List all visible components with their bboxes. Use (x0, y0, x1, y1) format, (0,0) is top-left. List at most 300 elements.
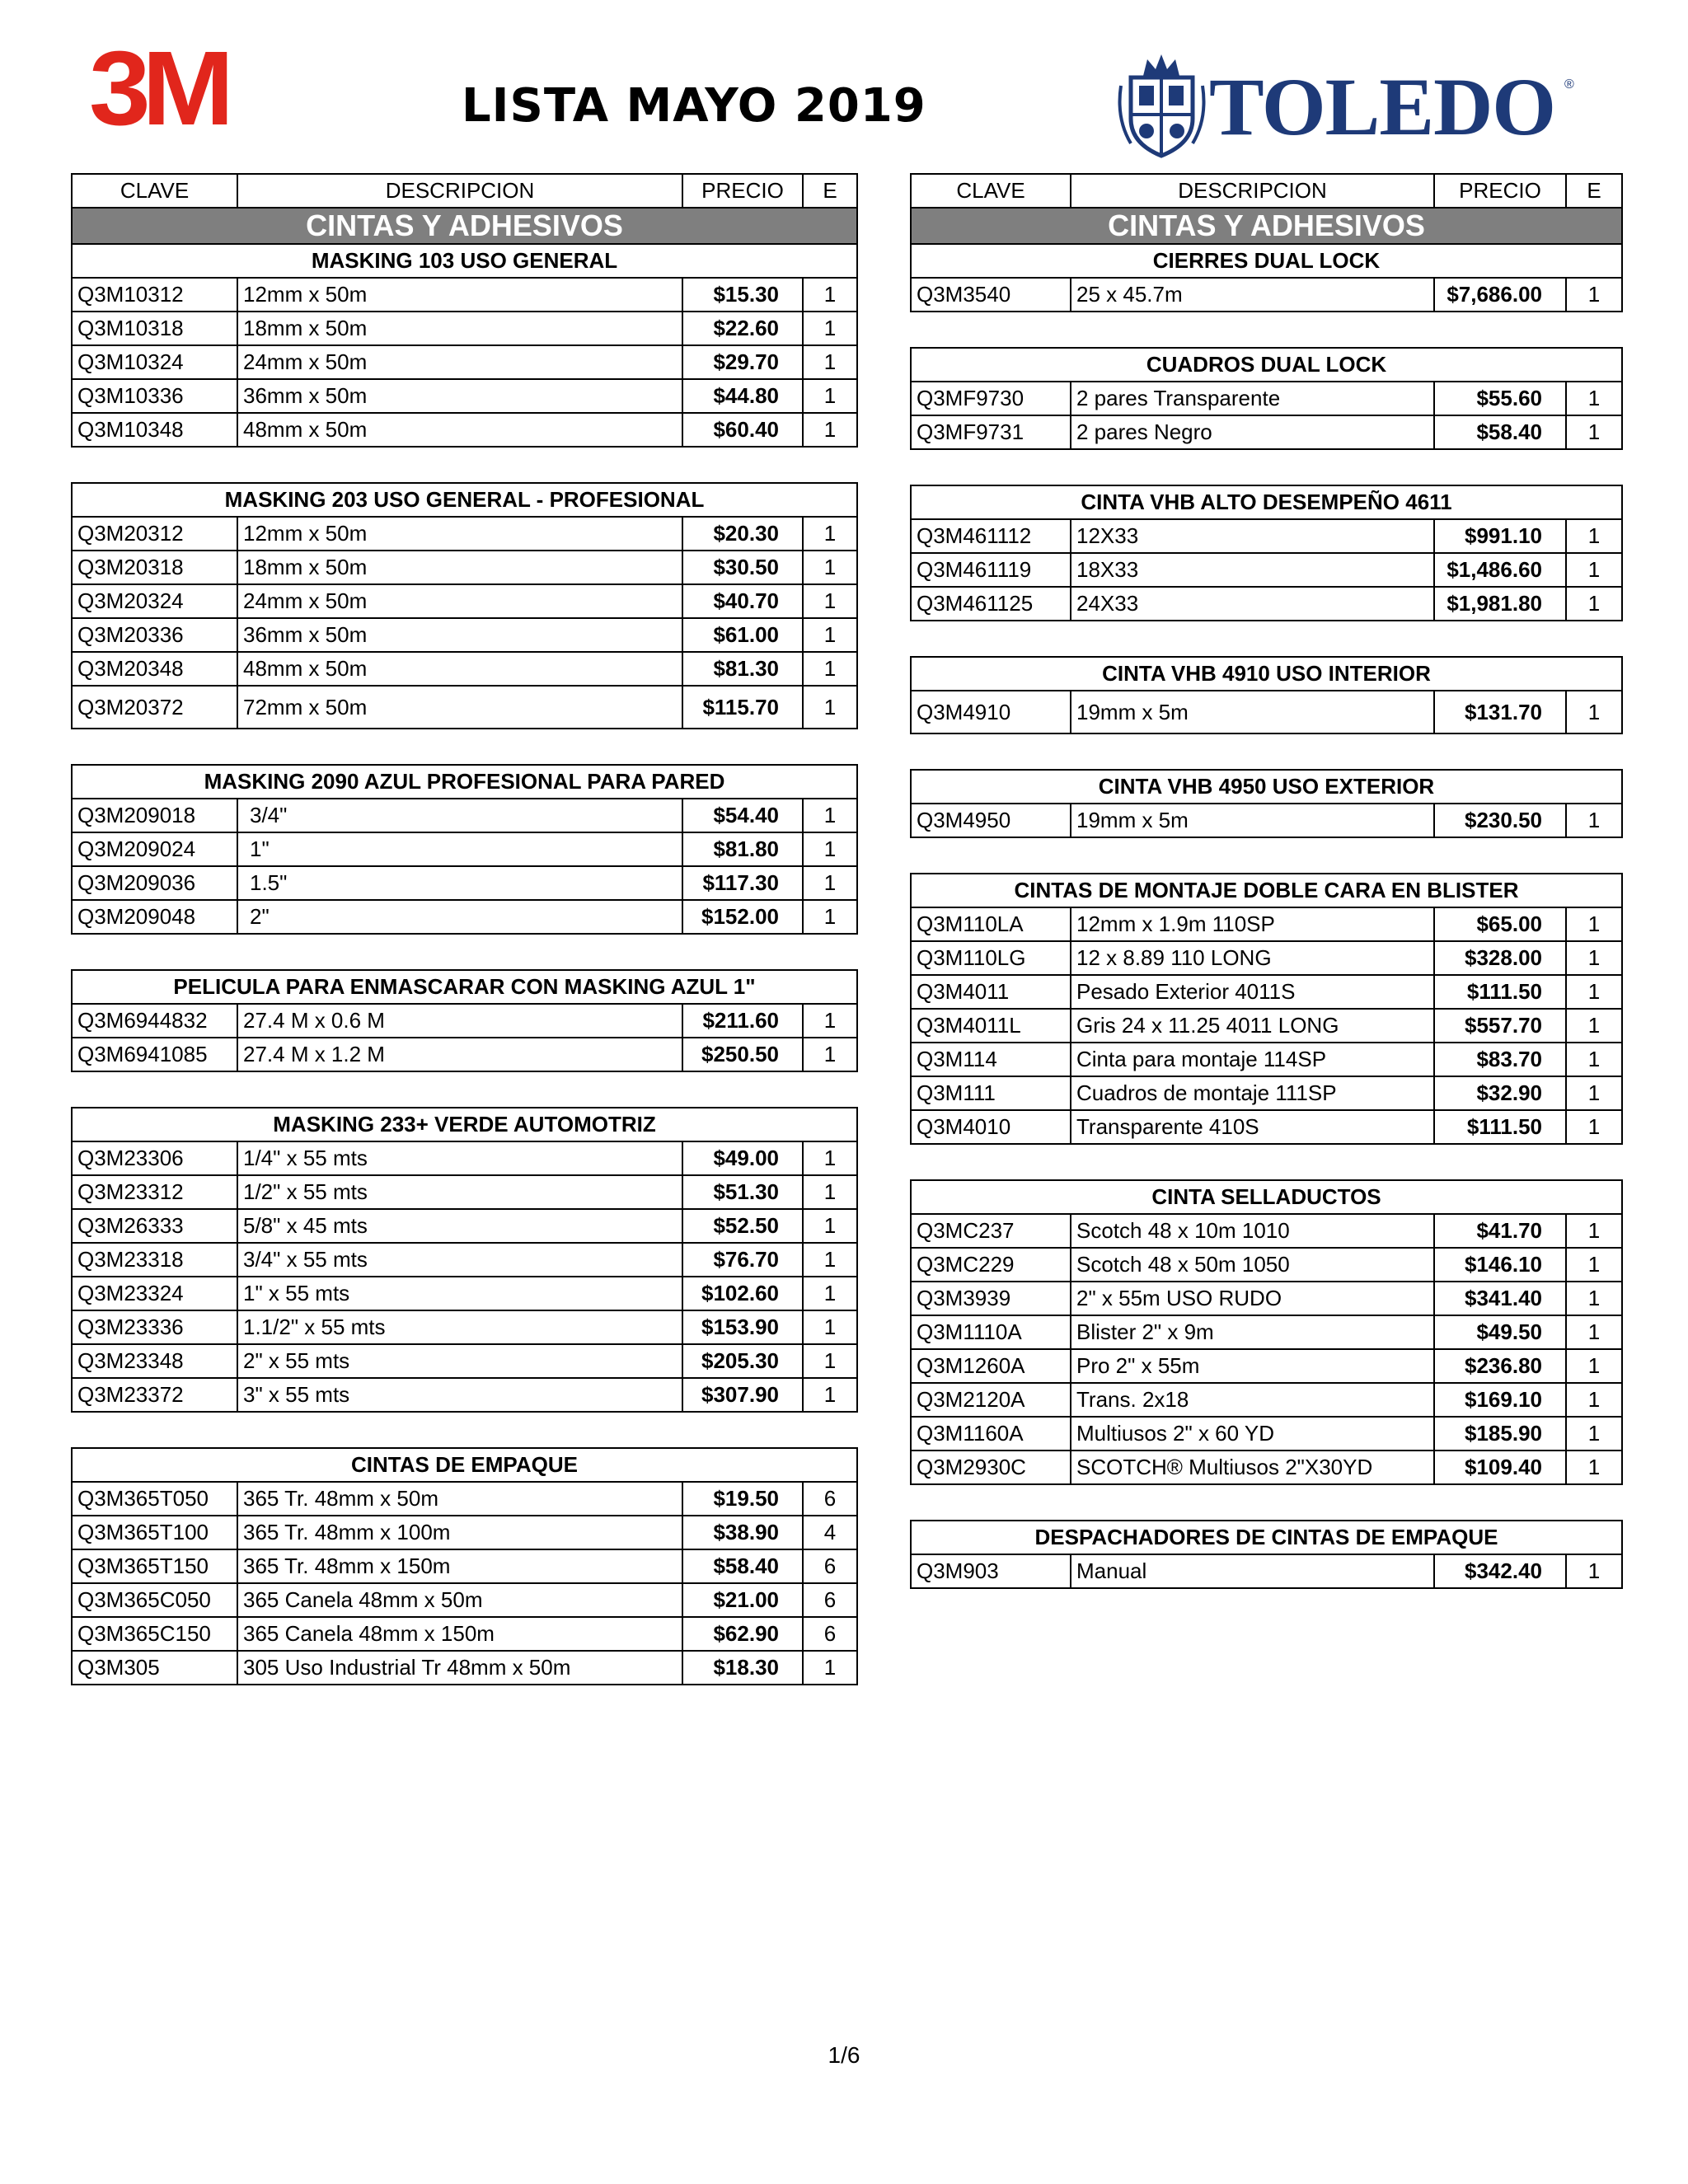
cell-e: 1 (1566, 1248, 1622, 1282)
cell-descripcion: 24mm x 50m (237, 584, 682, 618)
cell-descripcion: 27.4 M x 0.6 M (237, 1004, 682, 1038)
cell-clave: Q3M10312 (72, 278, 237, 312)
section-title: DESPACHADORES DE CINTAS DE EMPAQUE (911, 1521, 1622, 1554)
cell-precio: $60.40 (682, 413, 803, 447)
cell-clave: Q3M23348 (72, 1344, 237, 1378)
header-clave: CLAVE (911, 174, 1071, 208)
cell-e: 1 (1566, 1349, 1622, 1383)
cell-clave: Q3M4950 (911, 804, 1071, 837)
section-title: CINTAS DE MONTAJE DOBLE CARA EN BLISTER (911, 874, 1622, 907)
cell-descripcion: Cinta para montaje 114SP (1071, 1043, 1434, 1076)
table-row (72, 413, 857, 447)
cell-descripcion: 5/8" x 45 mts (237, 1209, 682, 1243)
cell-descripcion: Multiusos 2" x 60 YD (1071, 1417, 1434, 1451)
table-row (911, 941, 1622, 975)
cell-descripcion: 48mm x 50m (237, 413, 682, 447)
cell-e: 1 (803, 1175, 857, 1209)
cell-clave: Q3M23372 (72, 1378, 237, 1412)
cell-precio: $61.00 (682, 618, 803, 652)
table-row (72, 652, 857, 686)
cell-precio: $341.40 (1434, 1282, 1566, 1315)
table-row (72, 618, 857, 652)
cell-clave: Q3M365C150 (72, 1617, 237, 1651)
category-banner: CINTAS Y ADHESIVOS (911, 208, 1622, 244)
cell-descripcion: 365 Tr. 48mm x 150m (237, 1549, 682, 1583)
cell-descripcion: 18mm x 50m (237, 551, 682, 584)
cell-precio: $115.70 (682, 686, 803, 729)
section-header (72, 1448, 857, 1482)
cell-descripcion: 365 Canela 48mm x 50m (237, 1583, 682, 1617)
cell-e: 1 (803, 1378, 857, 1412)
cell-clave: Q3M2120A (911, 1383, 1071, 1417)
table-row (72, 1651, 857, 1685)
cell-e: 1 (803, 900, 857, 934)
cell-clave: Q3M20324 (72, 584, 237, 618)
section-title: CINTA VHB ALTO DESEMPEÑO 4611 (911, 485, 1622, 519)
cell-clave: Q3M20312 (72, 517, 237, 551)
cell-precio: $20.30 (682, 517, 803, 551)
cell-clave: Q3M6941085 (72, 1038, 237, 1071)
cell-precio: $40.70 (682, 584, 803, 618)
cell-e: 1 (1566, 519, 1622, 553)
header-precio: PRECIO (682, 174, 803, 208)
section-title: PELICULA PARA ENMASCARAR CON MASKING AZUL 1" (72, 970, 857, 1004)
cell-e: 1 (1566, 1214, 1622, 1248)
cell-e: 1 (1566, 415, 1622, 449)
cell-descripcion: 2" x 55 mts (237, 1344, 682, 1378)
cell-clave: Q3M1160A (911, 1417, 1071, 1451)
table-row (72, 584, 857, 618)
cell-clave: Q3M461112 (911, 519, 1071, 553)
cell-descripcion: Transparente 410S (1071, 1110, 1434, 1144)
cell-descripcion: 19mm x 5m (1071, 804, 1434, 837)
section-header (72, 1108, 857, 1141)
cell-clave: Q3M209036 (72, 866, 237, 900)
section-title: MASKING 203 USO GENERAL - PROFESIONAL (72, 483, 857, 517)
cell-clave: Q3M305 (72, 1651, 237, 1685)
table-row (72, 379, 857, 413)
table-row (911, 1417, 1622, 1451)
cell-e: 1 (803, 1038, 857, 1071)
logo-3m: 3M (89, 30, 226, 148)
cell-descripcion: 12mm x 50m (237, 278, 682, 312)
cell-descripcion: 12X33 (1071, 519, 1434, 553)
category-banner: CINTAS Y ADHESIVOS (72, 208, 857, 244)
column-headers (911, 174, 1622, 208)
table-row (72, 1378, 857, 1412)
cell-precio: $7,686.00 (1434, 278, 1566, 312)
table-row (72, 832, 857, 866)
table-row (911, 1383, 1622, 1417)
cell-clave: Q3M4011L (911, 1009, 1071, 1043)
table-row (911, 1214, 1622, 1248)
cell-descripcion: Gris 24 x 11.25 4011 LONG (1071, 1009, 1434, 1043)
cell-precio: $342.40 (1434, 1554, 1566, 1588)
cell-clave: Q3M365T100 (72, 1516, 237, 1549)
cell-precio: $22.60 (682, 312, 803, 345)
cell-descripcion: Scotch 48 x 10m 1010 (1071, 1214, 1434, 1248)
cell-precio: $81.30 (682, 652, 803, 686)
cell-descripcion: 18X33 (1071, 553, 1434, 587)
header-e: E (803, 174, 857, 208)
table-row (72, 1549, 857, 1583)
cell-precio: $65.00 (1434, 907, 1566, 941)
cell-descripcion: 2" x 55m USO RUDO (1071, 1282, 1434, 1315)
cell-e: 1 (803, 345, 857, 379)
cell-precio: $102.60 (682, 1277, 803, 1310)
table-row (72, 799, 857, 832)
cell-precio: $18.30 (682, 1651, 803, 1685)
section-title: CUADROS DUAL LOCK (911, 348, 1622, 382)
table-row (911, 804, 1622, 837)
table-row (911, 1110, 1622, 1144)
cell-clave: Q3M209018 (72, 799, 237, 832)
table-row (911, 1282, 1622, 1315)
cell-descripcion: 1/2" x 55 mts (237, 1175, 682, 1209)
cell-descripcion: SCOTCH® Multiusos 2"X30YD (1071, 1451, 1434, 1484)
cell-precio: $1,981.80 (1434, 587, 1566, 621)
table-row (72, 686, 857, 729)
cell-e: 1 (1566, 907, 1622, 941)
table-row (911, 415, 1622, 449)
cell-precio: $146.10 (1434, 1248, 1566, 1282)
cell-precio: $44.80 (682, 379, 803, 413)
cell-e: 1 (803, 584, 857, 618)
section-spacer (911, 621, 1622, 657)
cell-e: 1 (803, 1004, 857, 1038)
cell-e: 1 (1566, 1076, 1622, 1110)
section-header (911, 1521, 1622, 1554)
section-title: CIERRES DUAL LOCK (911, 244, 1622, 278)
table-row (72, 1209, 857, 1243)
cell-clave: Q3M3540 (911, 278, 1071, 312)
section-spacer (72, 934, 857, 970)
cell-e: 1 (803, 618, 857, 652)
table-row (911, 1009, 1622, 1043)
cell-precio: $109.40 (1434, 1451, 1566, 1484)
table-row (911, 907, 1622, 941)
cell-descripcion: 365 Tr. 48mm x 100m (237, 1516, 682, 1549)
cell-precio: $557.70 (1434, 1009, 1566, 1043)
cell-precio: $81.80 (682, 832, 803, 866)
section-header (72, 244, 857, 278)
cell-descripcion: Trans. 2x18 (1071, 1383, 1434, 1417)
cell-e: 1 (1566, 1315, 1622, 1349)
cell-clave: Q3M4910 (911, 691, 1071, 733)
cell-precio: $131.70 (1434, 691, 1566, 733)
cell-clave: Q3M114 (911, 1043, 1071, 1076)
cell-descripcion: Scotch 48 x 50m 1050 (1071, 1248, 1434, 1282)
cell-precio: $55.60 (1434, 382, 1566, 415)
section-title: CINTA VHB 4950 USO EXTERIOR (911, 770, 1622, 804)
cell-descripcion: 3" x 55 mts (237, 1378, 682, 1412)
cell-e: 1 (803, 379, 857, 413)
cell-descripcion: 1.1/2" x 55 mts (237, 1310, 682, 1344)
cell-descripcion: 27.4 M x 1.2 M (237, 1038, 682, 1071)
cell-precio: $21.00 (682, 1583, 803, 1617)
section-spacer (72, 447, 857, 483)
section-title: CINTAS DE EMPAQUE (72, 1448, 857, 1482)
table-row (911, 587, 1622, 621)
table-row (72, 1277, 857, 1310)
cell-precio: $49.00 (682, 1141, 803, 1175)
table-row (72, 1344, 857, 1378)
cell-precio: $32.90 (1434, 1076, 1566, 1110)
cell-clave: Q3M10318 (72, 312, 237, 345)
cell-precio: $58.40 (1434, 415, 1566, 449)
cell-clave: Q3M111 (911, 1076, 1071, 1110)
cell-precio: $1,486.60 (1434, 553, 1566, 587)
cell-precio: $153.90 (682, 1310, 803, 1344)
cell-precio: $41.70 (1434, 1214, 1566, 1248)
cell-e: 1 (803, 1277, 857, 1310)
cell-precio: $211.60 (682, 1004, 803, 1038)
cell-clave: Q3MF9731 (911, 415, 1071, 449)
table-row (911, 1451, 1622, 1484)
section-title: CINTA SELLADUCTOS (911, 1180, 1622, 1214)
table-row (911, 382, 1622, 415)
registered-mark: ® (1564, 77, 1574, 91)
table-row (72, 345, 857, 379)
cell-precio: $30.50 (682, 551, 803, 584)
logo-toledo (1114, 53, 1576, 160)
cell-clave: Q3M10336 (72, 379, 237, 413)
cell-precio: $328.00 (1434, 941, 1566, 975)
cell-clave: Q3M209024 (72, 832, 237, 866)
cell-clave: Q3M23324 (72, 1277, 237, 1310)
cell-precio: $83.70 (1434, 1043, 1566, 1076)
cell-clave: Q3M23336 (72, 1310, 237, 1344)
cell-clave: Q3M23312 (72, 1175, 237, 1209)
cell-descripcion: 24mm x 50m (237, 345, 682, 379)
header-descripcion: DESCRIPCION (237, 174, 682, 208)
section-spacer (911, 733, 1622, 770)
cell-descripcion: 36mm x 50m (237, 379, 682, 413)
cell-clave: Q3M23306 (72, 1141, 237, 1175)
section-spacer (72, 1412, 857, 1448)
cell-precio: $19.50 (682, 1482, 803, 1516)
cell-e: 1 (803, 1310, 857, 1344)
cell-e: 1 (803, 1141, 857, 1175)
cell-e: 1 (803, 278, 857, 312)
cell-e: 1 (1566, 278, 1622, 312)
cell-precio: $205.30 (682, 1344, 803, 1378)
cell-clave: Q3M23318 (72, 1243, 237, 1277)
table-row (72, 312, 857, 345)
section-header (72, 483, 857, 517)
table-row (72, 551, 857, 584)
section-header (911, 874, 1622, 907)
table-row (72, 517, 857, 551)
cell-e: 1 (803, 1243, 857, 1277)
table-row (911, 278, 1622, 312)
section-title: CINTA VHB 4910 USO INTERIOR (911, 657, 1622, 691)
cell-e: 1 (803, 312, 857, 345)
section-header (911, 348, 1622, 382)
cell-precio: $52.50 (682, 1209, 803, 1243)
cell-e: 1 (1566, 1451, 1622, 1484)
cell-e: 6 (803, 1583, 857, 1617)
column-headers (72, 174, 857, 208)
cell-descripcion: Blister 2" x 9m (1071, 1315, 1434, 1349)
cell-precio: $236.80 (1434, 1349, 1566, 1383)
cell-descripcion: 365 Canela 48mm x 150m (237, 1617, 682, 1651)
cell-clave: Q3M209048 (72, 900, 237, 934)
cell-precio: $49.50 (1434, 1315, 1566, 1349)
cell-clave: Q3M3939 (911, 1282, 1071, 1315)
cell-e: 1 (1566, 975, 1622, 1009)
cell-clave: Q3M1260A (911, 1349, 1071, 1383)
cell-clave: Q3M461119 (911, 553, 1071, 587)
cell-e: 1 (1566, 1110, 1622, 1144)
cell-precio: $230.50 (1434, 804, 1566, 837)
section-spacer (911, 1144, 1622, 1180)
cell-precio: $58.40 (682, 1549, 803, 1583)
table-row (911, 691, 1622, 733)
cell-e: 1 (803, 866, 857, 900)
table-row (911, 1315, 1622, 1349)
table-row (911, 1248, 1622, 1282)
cell-precio: $15.30 (682, 278, 803, 312)
section-header (72, 970, 857, 1004)
table-row (72, 1583, 857, 1617)
cell-descripcion: 2" (237, 900, 682, 934)
cell-precio: $51.30 (682, 1175, 803, 1209)
section-spacer (911, 449, 1622, 485)
cell-precio: $307.90 (682, 1378, 803, 1412)
cell-descripcion: 12mm x 1.9m 110SP (1071, 907, 1434, 941)
cell-e: 1 (1566, 587, 1622, 621)
section-spacer (72, 1071, 857, 1108)
table-row (72, 1516, 857, 1549)
cell-descripcion: 1.5" (237, 866, 682, 900)
table-row (72, 1310, 857, 1344)
cell-clave: Q3M903 (911, 1554, 1071, 1588)
cell-e: 1 (1566, 1417, 1622, 1451)
table-row (72, 1175, 857, 1209)
cell-e: 1 (1566, 382, 1622, 415)
table-row (72, 1141, 857, 1175)
cell-clave: Q3MC229 (911, 1248, 1071, 1282)
cell-e: 1 (1566, 1383, 1622, 1417)
cell-e: 1 (1566, 691, 1622, 733)
section-header (911, 1180, 1622, 1214)
cell-descripcion: 3/4" (237, 799, 682, 832)
cell-e: 6 (803, 1617, 857, 1651)
table-row (72, 900, 857, 934)
cell-clave: Q3M10324 (72, 345, 237, 379)
cell-precio: $250.50 (682, 1038, 803, 1071)
cell-precio: $38.90 (682, 1516, 803, 1549)
cell-e: 1 (1566, 1282, 1622, 1315)
cell-clave: Q3M365T050 (72, 1482, 237, 1516)
section-spacer (911, 837, 1622, 874)
cell-clave: Q3M2930C (911, 1451, 1071, 1484)
cell-descripcion: 2 pares Negro (1071, 415, 1434, 449)
cell-descripcion: Pesado Exterior 4011S (1071, 975, 1434, 1009)
table-row (911, 975, 1622, 1009)
cell-descripcion: 305 Uso Industrial Tr 48mm x 50m (237, 1651, 682, 1685)
cell-clave: Q3M20372 (72, 686, 237, 729)
cell-descripcion: Manual (1071, 1554, 1434, 1588)
cell-e: 1 (803, 799, 857, 832)
cell-e: 1 (1566, 553, 1622, 587)
section-header (911, 485, 1622, 519)
cell-e: 1 (1566, 1043, 1622, 1076)
section-title: MASKING 103 USO GENERAL (72, 244, 857, 278)
cell-descripcion: Cuadros de montaje 111SP (1071, 1076, 1434, 1110)
cell-clave: Q3M110LA (911, 907, 1071, 941)
cell-clave: Q3M365C050 (72, 1583, 237, 1617)
table-row (72, 1038, 857, 1071)
table-row (911, 1043, 1622, 1076)
cell-e: 1 (803, 551, 857, 584)
cell-precio: $54.40 (682, 799, 803, 832)
section-header (72, 765, 857, 799)
section-header (911, 244, 1622, 278)
cell-precio: $76.70 (682, 1243, 803, 1277)
cell-e: 1 (803, 517, 857, 551)
cell-clave: Q3M20348 (72, 652, 237, 686)
cell-clave: Q3M20318 (72, 551, 237, 584)
cell-descripcion: 25 x 45.7m (1071, 278, 1434, 312)
cell-clave: Q3M20336 (72, 618, 237, 652)
cell-descripcion: 24X33 (1071, 587, 1434, 621)
section-title: MASKING 2090 AZUL PROFESIONAL PARA PARED (72, 765, 857, 799)
left-price-table (71, 173, 856, 1685)
cell-e: 1 (803, 686, 857, 729)
cell-precio: $29.70 (682, 345, 803, 379)
table-row (72, 866, 857, 900)
cell-descripcion: 1/4" x 55 mts (237, 1141, 682, 1175)
section-spacer (72, 729, 857, 765)
cell-e: 1 (1566, 1009, 1622, 1043)
cell-precio: $169.10 (1434, 1383, 1566, 1417)
cell-e: 1 (1566, 804, 1622, 837)
section-header (911, 770, 1622, 804)
cell-clave: Q3M461125 (911, 587, 1071, 621)
cell-e: 1 (803, 652, 857, 686)
cell-e: 4 (803, 1516, 857, 1549)
cell-clave: Q3M6944832 (72, 1004, 237, 1038)
cell-clave: Q3M26333 (72, 1209, 237, 1243)
cell-precio: $111.50 (1434, 1110, 1566, 1144)
cell-precio: $117.30 (682, 866, 803, 900)
cell-clave: Q3M365T150 (72, 1549, 237, 1583)
table-row (72, 1004, 857, 1038)
crest-icon (1114, 53, 1209, 160)
cell-precio: $111.50 (1434, 975, 1566, 1009)
cell-descripcion: Pro 2" x 55m (1071, 1349, 1434, 1383)
cell-e: 1 (803, 413, 857, 447)
toledo-wordmark: TOLEDO (1209, 61, 1556, 152)
table-row (911, 1349, 1622, 1383)
table-row (911, 1076, 1622, 1110)
section-title: MASKING 233+ VERDE AUTOMOTRIZ (72, 1108, 857, 1141)
cell-descripcion: 2 pares Transparente (1071, 382, 1434, 415)
table-row (911, 519, 1622, 553)
cell-descripcion: 18mm x 50m (237, 312, 682, 345)
cell-descripcion: 1" x 55 mts (237, 1277, 682, 1310)
table-row (911, 1554, 1622, 1588)
cell-precio: $62.90 (682, 1617, 803, 1651)
cell-precio: $185.90 (1434, 1417, 1566, 1451)
cell-clave: Q3MC237 (911, 1214, 1071, 1248)
cell-e: 1 (1566, 941, 1622, 975)
cell-e: 1 (803, 1209, 857, 1243)
section-spacer (911, 1484, 1622, 1521)
header-precio: PRECIO (1434, 174, 1566, 208)
